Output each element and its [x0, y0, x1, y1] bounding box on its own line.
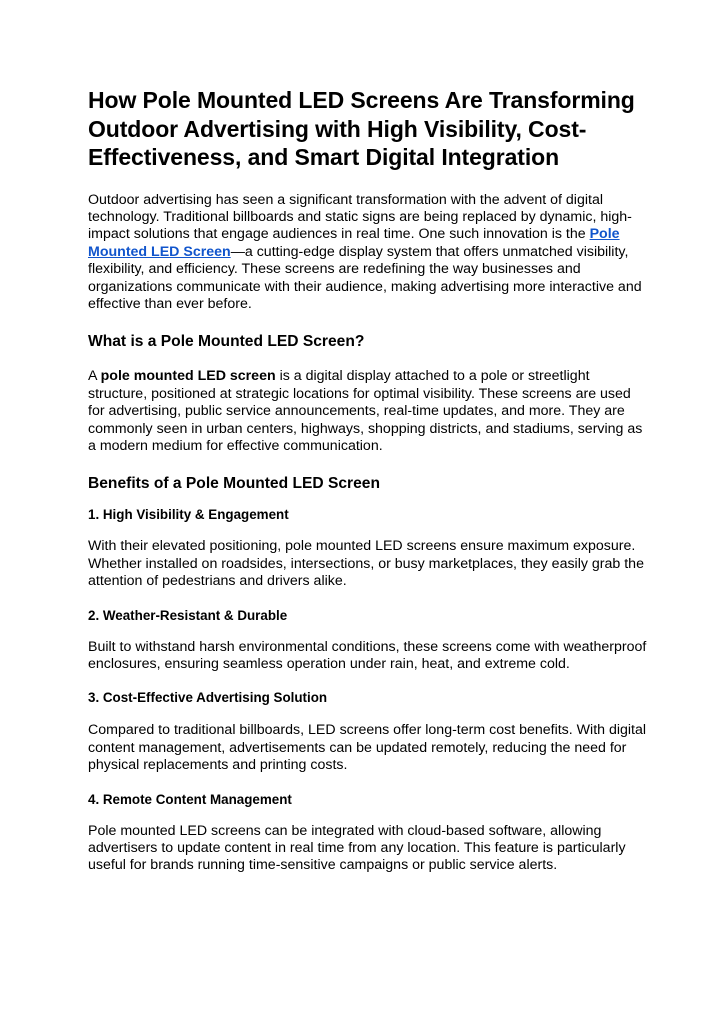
benefit-body-4: Pole mounted LED screens can be integrated with cloud-based software, allowing advertisers to update content in real time from any location. This feature is particularly useful for brands running time-sensitive campaigns or public service alerts. — [88, 822, 626, 874]
what-rest: is a digital display attached to a pole or streetlight structure, positioned at strategic locations for optimal visibility. These screens are used for advertising, public service announcements, real-time updates, and more. They are commonly seen in urban centers, highways, shopping districts, and stadiums, serving as a modern medium for effective communication. — [88, 368, 643, 454]
benefit-body-2: Built to withstand harsh environmental conditions, these screens come with weatherproof enclosures, ensuring seamless operation under rain, heat, and extreme cold. — [88, 638, 647, 672]
intro-text-start: Outdoor advertising has seen a significant transformation with the advent of digital technology. Traditional billboards and static signs are being replaced by dynamic, high-impact solutions that engage audiences in real time. One such innovation is the — [88, 191, 632, 243]
what-lead: A — [88, 368, 101, 385]
benefit-heading-4: 4. Remote Content Management — [88, 791, 292, 807]
what-paragraph — [88, 368, 648, 455]
benefit-heading-1: 1. High Visibility & Engagement — [88, 507, 289, 523]
intro-text-end: —a cutting-edge display system that offers unmatched visibility, flexibility, and efficiency. These screens are redefining the way businesses and organizations communicate with their audience, making advertising more interactive and effective than ever before. — [88, 243, 642, 312]
section-heading-what: What is a Pole Mounted LED Screen? — [88, 333, 365, 351]
benefit-body-3: Compared to traditional billboards, LED screens offer long-term cost benefits. With digital content management, advertisements can be updated remotely, reducing the need for physical replacements and printing costs. — [88, 722, 647, 774]
what-bold-term: pole mounted LED screen — [100, 368, 276, 385]
page-title: How Pole Mounted LED Screens Are Transforming Outdoor Advertising with High Visibility, Cost-Effectiveness, and Smart Digital Integration — [88, 87, 635, 170]
document-page — [88, 86, 648, 875]
benefit-heading-3: 3. Cost-Effective Advertising Solution — [88, 690, 328, 706]
benefit-body-1: With their elevated positioning, pole mounted LED screens ensure maximum exposure. Whether installed on roadsides, intersections, or busy marketplaces, they easily grab the attention of pedestrians and drivers alike. — [88, 538, 644, 590]
section-heading-benefits: Benefits of a Pole Mounted LED Screen — [88, 475, 380, 493]
benefit-heading-2: 2. Weather-Resistant & Durable — [88, 607, 288, 623]
intro-paragraph — [88, 192, 648, 314]
pole-mounted-led-screen-link[interactable]: Pole Mounted LED Screen — [88, 226, 620, 260]
